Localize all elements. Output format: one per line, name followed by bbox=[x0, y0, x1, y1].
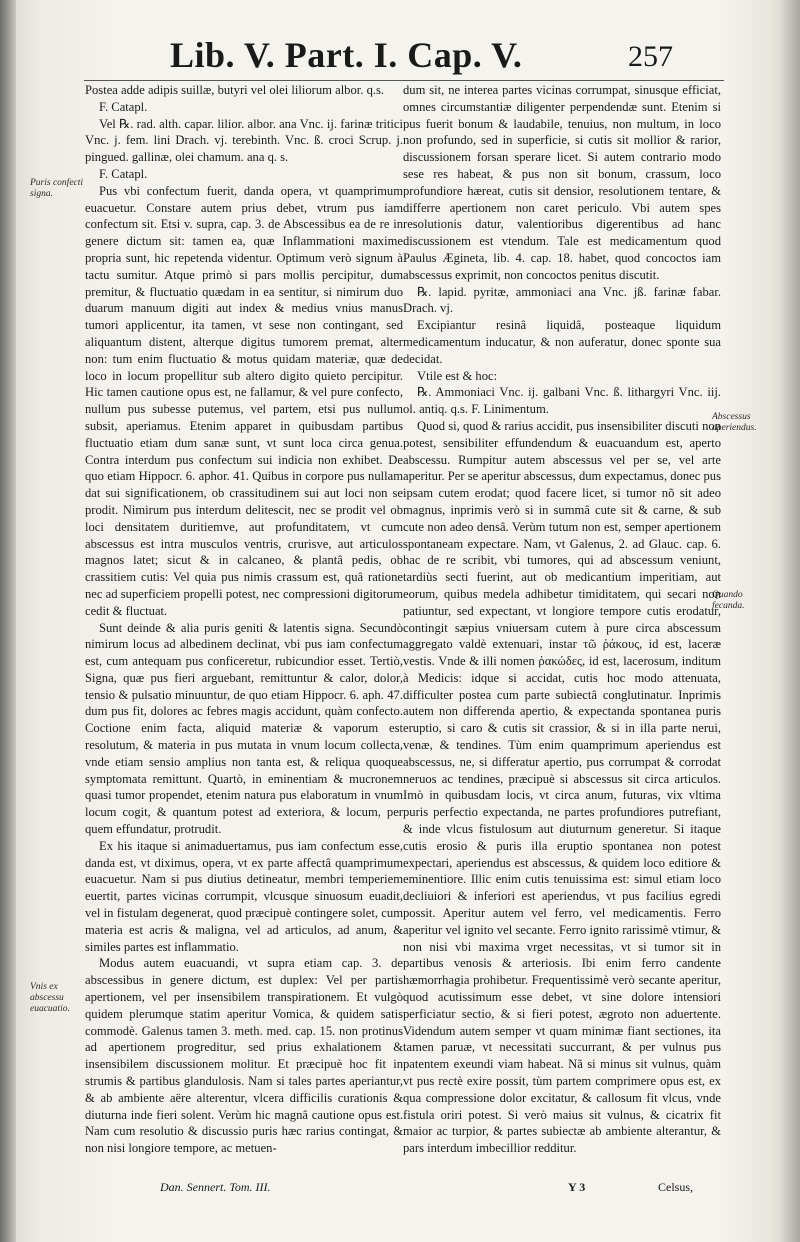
header-rule bbox=[84, 80, 724, 81]
right-column bbox=[403, 82, 721, 1157]
paragraph: Pus vbi confectum fuerit, danda opera, vt quamprimum euacuetur. Constare autem prius debet, vtrum pus iam confectum sit. Etsi v. supra, cap. 3. de Abscessibus ea de re in genere dictum sit: tamen ea, quæ Inflammationi maxime propria sunt, hic repetenda videntur. Optimum verò signum à tactu sumitur. Atque primò si pars mollis percipitur, dum premitur, & fluctuatio quædam in ea sentitur, si nimirum duo duarum manuum digiti aut index & medius vnius manus tumori applicentur, ita tamen, vt sese non contingant, sed aliquantum distent, alterque digitus tumorem premat, alter non: tum enim fluctuatio & motus quidam materiæ, quæ de loco in locum propellitur sub altero digito quieto percipitur. Hic tamen cautione opus est, ne fallamur, & vel pure confecto, nullum pus subesse putemus, vel partem, etsi pus nullum subsit, aperiamus. Etenim apparet in quibusdam partibus fluctuatio etiam dum sanæ sunt, vt sunt loca circa genua. Contra interdum pus confectum sui indicia non exhibet. De quo etiam Hippocr. 6. aphor. 41. Quibus in corpore pus nullam dat sui significationem, ob crassitudinem sui aut loci non se prodit. Nimirum pus interdum delitescit, nec se prodit vel ob loci densitatem duritiemve, aut profunditatem, vt cum abscessus est intra musculos ventris, crurisve, aut articulos magnos latet; sicut & in calcaneo, & plantâ pedis, ob crassitiem cutis: Vel quia pus nimis crassum est, quâ ratione nec ad superficiem propelli potest, nec compressioni digitorum cedit & fluctuat. bbox=[85, 183, 403, 618]
paragraph: Vel ℞. rad. alth. capar. lilior. albor. ana Vnc. ij. farinæ tritici Vnc. j. fem. lini Drach. vj. terebinth. Vnc. ß. croci Scrup. j. pingued. gallinæ, olei chamum. ana q. s. bbox=[85, 116, 403, 165]
paragraph: Excipiantur resinâ liquidâ, posteaque liquidum medicamentum inducatur, & non auferatur, donec sponte sua decidat. bbox=[403, 318, 721, 366]
page-edge-left bbox=[0, 0, 16, 1242]
margin-note-vnis-ex-absessu: Vnis ex abscessu euacuatio. bbox=[30, 982, 70, 1014]
paragraph: F. Catapl. bbox=[99, 166, 148, 181]
paragraph: Postea adde adipis suillæ, butyri vel olei liliorum albor. q.s. bbox=[85, 83, 385, 97]
running-header bbox=[150, 34, 673, 75]
paragraph: Quod si, quod & rarius accidit, pus insensibiliter discuti non potest, sensibiliter effundendum & euacuandum est, aperto abscessu. Rumpitur autem abscessus vel per se, vel arte aperitur. Per se aperitur abscessus, dum expectamus, donec pus ipsam cutem erodat; quod facere licet, si tumor nõ sit adeo magnus, inprimis verò si in summâ cute sit & carne, & sub cute non adeo densâ. Verùm tutum non est, semper apertionem spontaneam expectare. Nam, vt Galenus, 2. ad Glauc. cap. 6. hac de re scribit, vbi tumores, qui ad abscessum veniunt, tardiùs secti fuerint, aut ob medicantium imperitiam, aut eorum, quibus medela adhibetur timiditatem, qui secari non patiuntur, sed expectant, vt longiore tempore cutis erodatur, contingit sæpius vniuersam cutem à pure circa abscessum aggregato valdè extenuari, instar τῶ ῥάκους, id est, laceræ vestis. Vnde & illi nomen ῥακώδες, id est, lacerosum, inditum à Medicis: idque si accidat, cutis hoc modo attenuata, difficulter postea cum parte subiectâ conglutinatur. Inprimis autem non differenda apertio, & expectanda spontanea puris eruptio, si caro & cutis sit crassior, & si in illa parte nerui, venæ, & tendines. Tùm enim quamprimum aperiendus est abscessus, ne, si differatur apertio, pus corrumpat & corrodat neruos ac tendines, præcipuè si abscessus sit circa articulos. Imò in quibusdam locis, vt circa anum, futuras, vix vltima puris perfectio expectanda, ne partes profundiores putrefiant, & inde vlcus fistulosum aut diuturnum generetur. Si itaque cutis erosio & puris illa eruptio spontanea non potest expectari, aperiendus est abscessus, & quidem loco editiore & eminentiore. Illic enim cutis tenuissima est: simul etiam loco decliuiori & inferiori est aperiendus, vt pus facilius egredi possit. Aperitur autem vel ferro, vel medicamentis. Ferro aperitur vel ignito vel secante. Ferro ignito rarissimè vtimur, & non nisi vbi maxima vrget necessitas, vt si tumor sit in partibus venosis & arteriosis. Ibi enim ferro candente hæmorrhagia prohibetur. Frequentissimè verò secante aperitur, quod acutissimum esse debet, vt sine dolore intensiori perficiatur sectio, & si fieri potest, ægroto non aduertente. Videndum autem semper vt quam minimæ fiant sectiones, ita tamen paruæ, vt necessitati succurrant, & per vulnus pus patentem exeundi viam habeat. Nã si minus sit vulnus, quàm vt pus rectè exire possit, tùm partem comprimere opus est, ex qua compressione dolor excitatur, & callosum fit vlcus, vnde fistula oriri potest. Si verò maius sit vulnus, & cicatrix fit maior ac turpior, & partes subiectæ ab ambiente alterantur, & pars interdum imbecillior redditur. bbox=[403, 418, 721, 1156]
signature-mark: Y 3 bbox=[568, 1180, 586, 1194]
paragraph: Ex his itaque si animaduertamus, pus iam confectum esse, danda est, vt diximus, opera, vt ex parte affectâ quamprimum euacuetur. Nam si pus diutius detineatur, membri temperiem euertit, partes vicinas corrumpit, vlcusque sinuosum euadit, vel in fistulam degenerat, quod præcipuè contingere solet, cum materia est acris & maligna, vel ad articulos, ad anum, & similes partes est inflammatio. bbox=[85, 838, 403, 954]
catchword: Celsus, bbox=[658, 1180, 694, 1194]
paragraph: ℞. Ammoniaci Vnc. ij. galbani Vnc. ß. lithargyri Vnc. iij. ol. antiq. q.s. F. Linimentum. bbox=[403, 385, 721, 417]
margin-note-puris-confecti: Puris confecti signa. bbox=[30, 178, 84, 199]
paragraph: Sunt deinde & alia puris geniti & latentis signa. Secundò nimirum locus ad albedinem declinat, vbi pus iam confectum est, cum antequam pus conficeretur, rubicundior esset. Tertiò, Signa, quæ pus fieri arguebant, remittuntur & calor, dolor, tensio & pulsatio minuuntur, de quo etiam Hippocr. 6. aph. 47. dum pus fit, dolores ac febres magis accidunt, quàm confecto. Coctione enim facta, aliquid materiæ & vaporum est resolutum, & materia in pus mutata in vnum locum collecta, vnde etiam sensio amplius non tanta est, & reliqua quoque symptomata remittunt. Quartò, in eminentiam & mucronem quasi tumor propendet, etenim natura pus elaboratum in vnum locum cogit, & quantum potest ad exteriora, & locum, per quem effundatur, protrudit. bbox=[85, 620, 403, 837]
header-title: Lib. V. Part. I. Cap. V. bbox=[170, 35, 523, 75]
page-number: 257 bbox=[628, 40, 673, 73]
paragraph: dum sit, ne interea partes vicinas corrumpat, sinusque efficiat, omnes circumstantiæ diligenter perpendendæ sunt. Etenim si pus fuerit bonum & laudabile, tenuius, non multum, in loco non profundo, sed in superficie, si cutis sit mollior & rarior, discussionem forsan sperare licet. Si autem contrario modo sese res habeat, & pus non sit bonum, crassum, loco profundiore hæreat, cutis sit densior, resolutionem tentare, & differre apertionem non caret periculo. Vbi autem spes resolutionis datur, valentioribus digerentibus ad hanc discussionem est vtendum. Tale est medicamentum quod Paulus Ægineta, lib. 4. cap. 18. habet, quod concoctos iam abscessus exprimit, non concoctos penitus discutit. bbox=[403, 83, 721, 282]
paragraph: F. Catapl. bbox=[99, 99, 148, 114]
page-edge-right bbox=[778, 0, 800, 1242]
paragraph: Modus autem euacuandi, vt supra etiam cap. 3. de abscessibus in genere dictum, est duplex: Vel per partis apertionem, vel per insensibilem transpirationem. Et vulgò quidem plerumque statim aperitur Vomica, & quidem satis commodè. Galenus tamen 3. meth. med. cap. 15. non protinus ad apertionem progreditur, sed prius exhalationem & insensibilem discussionem molitur. Et præcipuè hoc fit in strumis & partibus glandulosis. Nam si tales partes aperiantur, & ab ambiente aëre alterentur, vlcera difficilis curationis & diuturna inde fieri solent. Verùm hic magnâ cautione opus est. Nam cum resolutio & discussio puris hæc rarius contingat, & non nisi longiore tempore, ac metuen- bbox=[85, 956, 403, 1156]
paragraph: Vtile est & hoc: bbox=[417, 368, 498, 383]
margin-note-abscessus-aperiendus: Abscessus aperiendus. bbox=[712, 412, 757, 433]
signature-line: Dan. Sennert. Tom. III. bbox=[160, 1180, 271, 1194]
page-footer bbox=[150, 1180, 730, 1200]
margin-note-quando-fecanda: Quando fecanda. bbox=[712, 590, 745, 611]
paragraph: ℞. lapid. pyritæ, ammoniaci ana Vnc. jß. farinæ fabar. Drach. vj. bbox=[403, 284, 721, 316]
left-column bbox=[85, 82, 403, 1157]
